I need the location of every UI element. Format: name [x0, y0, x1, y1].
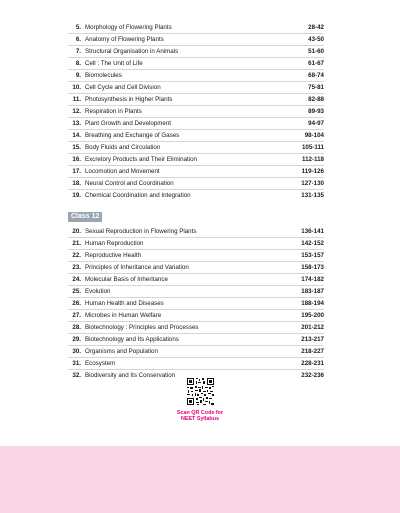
chapter-title: Organisms and Population — [85, 348, 158, 355]
chapter-number: 31. — [72, 360, 81, 367]
chapter-number: 25. — [72, 288, 81, 295]
chapter-number: 24. — [72, 276, 81, 283]
page-range: 142-152 — [301, 240, 324, 247]
page-range: 28-42 — [308, 24, 324, 31]
chapter-title: Molecular Basis of Inheritance — [85, 276, 168, 283]
toc-row — [68, 33, 324, 45]
toc-row — [68, 249, 324, 261]
chapter-number: 18. — [72, 180, 81, 187]
page-range: 75-81 — [308, 84, 324, 91]
chapter-number: 29. — [72, 336, 81, 343]
page-range: 136-141 — [301, 228, 324, 235]
page-range: 105-111 — [301, 144, 324, 151]
chapter-number: 23. — [72, 264, 81, 271]
chapter-number: 28. — [72, 324, 81, 331]
toc-row — [68, 117, 324, 129]
page-range: 218-227 — [301, 348, 324, 355]
chapter-number: 22. — [72, 252, 81, 259]
page-range: 228-231 — [301, 360, 324, 367]
page-range: 127-130 — [301, 180, 324, 187]
toc-row — [68, 226, 324, 237]
toc-list-class-11 — [68, 22, 324, 201]
toc-row — [68, 81, 324, 93]
toc-row — [68, 237, 324, 249]
toc-row — [68, 165, 324, 177]
chapter-number: 17. — [72, 168, 81, 175]
chapter-title: Biodiversity and Its Conservation — [85, 372, 176, 379]
toc-row — [68, 129, 324, 141]
page-range: 82-88 — [308, 96, 324, 103]
toc-row — [68, 357, 324, 369]
chapter-number: 19. — [72, 192, 81, 199]
chapter-number: 11. — [72, 96, 81, 103]
chapter-number: 9. — [75, 72, 81, 79]
chapter-number: 7. — [75, 48, 81, 55]
toc-row — [68, 189, 324, 201]
chapter-number: 15. — [72, 144, 81, 151]
page-range: 158-173 — [301, 264, 324, 271]
page-range: 94-97 — [308, 120, 324, 127]
chapter-number: 20. — [72, 228, 81, 235]
chapter-title: Excretory Products and Their Elimination — [85, 156, 197, 163]
page-range: 201-212 — [301, 324, 324, 331]
chapter-number: 32. — [72, 372, 81, 379]
toc-row — [68, 153, 324, 165]
chapter-title: Biotechnology and Its Applications — [85, 336, 179, 343]
chapter-title: Locomotion and Movement — [85, 168, 160, 175]
page-range: 232-236 — [301, 372, 324, 379]
footer-band — [0, 446, 400, 513]
chapter-title: Human Health and Diseases — [85, 300, 164, 307]
chapter-number: 5. — [75, 24, 81, 31]
toc-row — [68, 321, 324, 333]
chapter-title: Ecosystem — [85, 360, 116, 367]
page-range: 213-217 — [301, 336, 324, 343]
page-range: 174-182 — [301, 276, 324, 283]
chapter-title: Breathing and Exchange of Gases — [85, 132, 180, 139]
page-range: 98-104 — [304, 132, 324, 139]
chapter-title: Biomolecules — [85, 72, 122, 79]
qr-caption-line2: NEET Syllabus — [180, 416, 220, 423]
page-range: 89-93 — [308, 108, 324, 115]
qr-caption — [160, 410, 240, 423]
chapter-title: Plant Growth and Development — [85, 120, 171, 127]
page-range: 153-157 — [301, 252, 324, 259]
page-range: 188-194 — [301, 300, 324, 307]
qr-caption-line1: Scan QR Code for — [176, 410, 224, 416]
chapter-title: Cell Cycle and Cell Division — [85, 84, 161, 91]
chapter-title: Chemical Coordination and Integration — [85, 192, 191, 199]
toc-row — [68, 285, 324, 297]
chapter-title: Body Fluids and Circulation — [85, 144, 161, 151]
chapter-number: 12. — [72, 108, 81, 115]
toc-row — [68, 273, 324, 285]
toc-row — [68, 141, 324, 153]
page-range: 112-118 — [301, 156, 324, 163]
chapter-title: Biotechnology : Principles and Processes — [85, 324, 199, 331]
chapter-title: Neural Control and Coordination — [85, 180, 174, 187]
toc-row — [68, 105, 324, 117]
chapter-number: 27. — [72, 312, 81, 319]
page-range: 68-74 — [308, 72, 324, 79]
toc-row — [68, 57, 324, 69]
chapter-title: Cell : The Unit of Life — [85, 60, 143, 67]
page-range: 119-126 — [301, 168, 324, 175]
chapter-number: 10. — [72, 84, 81, 91]
page-range: 183-187 — [301, 288, 324, 295]
class-12-badge: Class 12 — [68, 212, 102, 222]
page-range: 51-60 — [308, 48, 324, 55]
toc-row — [68, 22, 324, 33]
toc-row — [68, 177, 324, 189]
chapter-number: 30. — [72, 348, 81, 355]
chapter-title: Photosynthesis in Higher Plants — [85, 96, 173, 103]
chapter-title: Structural Organisation in Animals — [85, 48, 179, 55]
toc-row — [68, 333, 324, 345]
chapter-title: Reproductive Health — [85, 252, 142, 259]
chapter-title: Sexual Reproduction in Flowering Plants — [85, 228, 197, 235]
chapter-number: 14. — [72, 132, 81, 139]
chapter-title: Microbes in Human Welfare — [85, 312, 162, 319]
page-range: 43-50 — [308, 36, 324, 43]
chapter-title: Respiration in Plants — [85, 108, 142, 115]
toc-row — [68, 309, 324, 321]
toc-row — [68, 69, 324, 81]
chapter-title: Anatomy of Flowering Plants — [85, 36, 164, 43]
chapter-title: Morphology of Flowering Plants — [85, 24, 172, 31]
chapter-number: 16. — [72, 156, 81, 163]
chapter-title: Evolution — [85, 288, 111, 295]
chapter-number: 26. — [72, 300, 81, 307]
chapter-title: Principles of Inheritance and Variation — [85, 264, 189, 271]
chapter-number: 13. — [72, 120, 81, 127]
page-range: 61-67 — [308, 60, 324, 67]
chapter-number: 8. — [75, 60, 81, 67]
toc-row — [68, 93, 324, 105]
chapter-title: Human Reproduction — [85, 240, 144, 247]
toc-row — [68, 297, 324, 309]
toc-row — [68, 345, 324, 357]
toc-list-class-12 — [68, 226, 324, 381]
toc-row — [68, 45, 324, 57]
chapter-number: 6. — [75, 36, 81, 43]
page-range: 195-200 — [301, 312, 324, 319]
page-range: 131-135 — [301, 192, 324, 199]
chapter-number: 21. — [72, 240, 81, 247]
qr-code-icon — [186, 377, 215, 406]
toc-row — [68, 261, 324, 273]
